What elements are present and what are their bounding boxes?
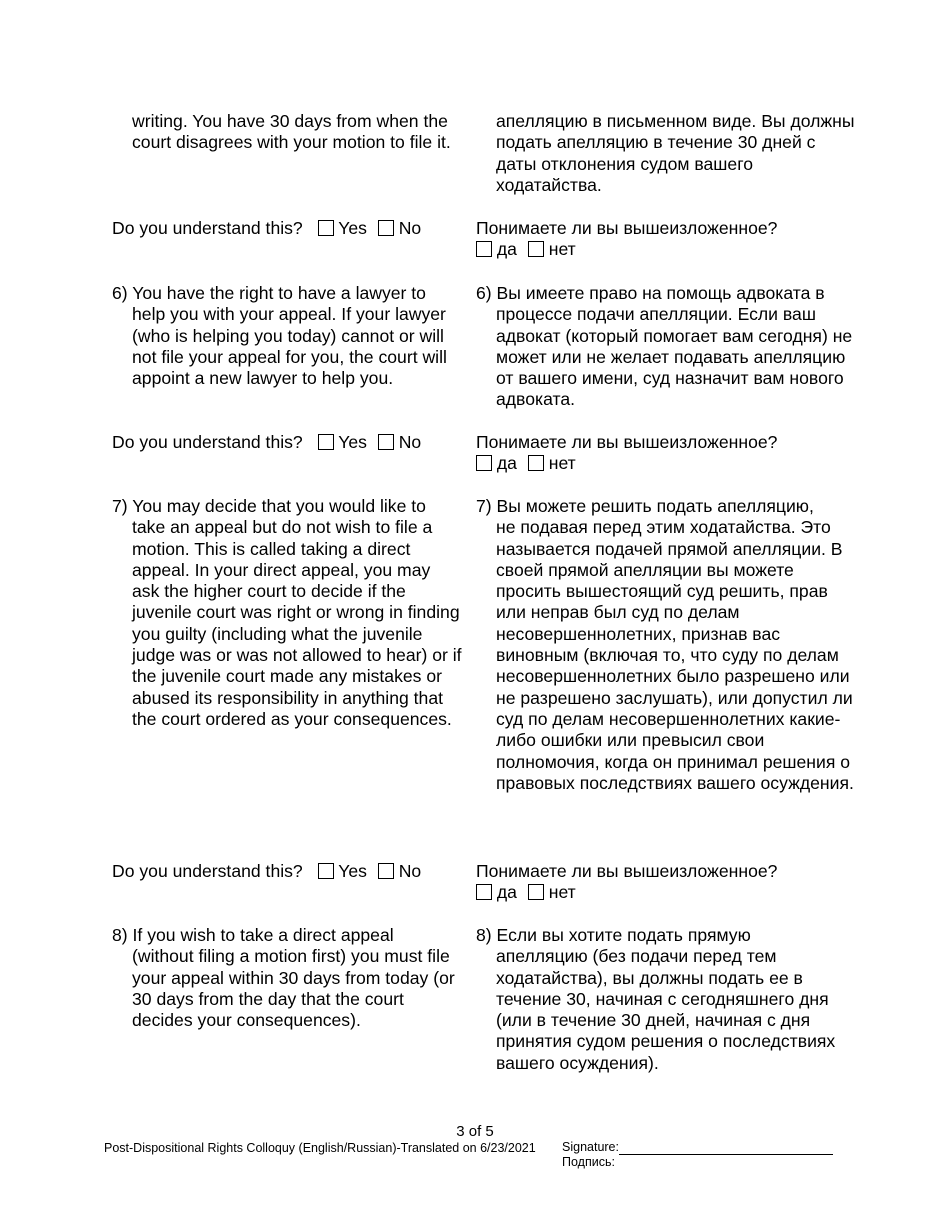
net-label: нет: [548, 453, 576, 474]
signature-label: Signature:: [562, 1140, 619, 1154]
net-label: нет: [548, 882, 576, 903]
right-p6-first: 6) Вы имеете право на помощь адвоката в: [476, 283, 825, 303]
no-label: No: [398, 218, 422, 238]
signature-label-ru: Подпись:: [562, 1154, 615, 1169]
yes-label: Yes: [338, 861, 367, 881]
right-p7-first: 7) Вы можете решить подать апелляцию,: [476, 496, 814, 516]
no-label: No: [398, 861, 422, 881]
left-p6: [112, 283, 464, 389]
left-p8-rest: (without filing a motion first) you must file your appeal within 30 days from today (or 30 days from the day that the court decides your consequences).: [132, 946, 455, 1031]
question-label: Do you understand this?: [112, 861, 303, 881]
no-checkbox[interactable]: [378, 434, 394, 450]
net-label: нет: [548, 239, 576, 260]
right-p7: [476, 496, 856, 794]
left-p7-first: 7) You may decide that you would like to: [112, 496, 426, 516]
question-label: Понимаете ли вы вышеизложенное?: [476, 218, 778, 238]
da-checkbox[interactable]: [476, 884, 492, 900]
right-p6: [476, 283, 856, 411]
yes-label: Yes: [338, 218, 367, 238]
page-number: 3 of 5: [456, 1123, 494, 1140]
da-checkbox[interactable]: [476, 241, 492, 257]
no-label: No: [398, 432, 422, 452]
yes-checkbox[interactable]: [318, 863, 334, 879]
left-question-6: [112, 432, 464, 453]
no-checkbox[interactable]: [378, 220, 394, 236]
yes-checkbox[interactable]: [318, 434, 334, 450]
left-p6-first: 6) You have the right to have a lawyer to: [112, 283, 426, 303]
left-p8-first: 8) If you wish to take a direct appeal: [112, 925, 394, 945]
question-label: Do you understand this?: [112, 218, 303, 238]
left-p8: [112, 925, 457, 1031]
question-label: Понимаете ли вы вышеизложенное?: [476, 861, 778, 881]
net-checkbox[interactable]: [528, 884, 544, 900]
left-p5-text: writing. You have 30 days from when the court disagrees with your motion to file it.: [132, 111, 451, 153]
right-p8-rest: апелляцию (без подачи перед тем ходатайства), вы должны подать ее в течение 30, начиная с сегодняшнего дня (или в течение 30 дней, начиная с дня принятия судом решения о последствиях вашего осуждения).: [496, 946, 836, 1073]
left-p7-rest: take an appeal but do not wish to file a motion. This is called taking a direct appeal. In your direct appeal, you may ask the higher court to decide if the juvenile court was right or wrong in finding you guilty (including what the juvenile judge was or was not allowed to hear) or if the juvenile court made any mistakes or abused its responsibility in anything that the court ordered as your consequences.: [132, 517, 462, 729]
right-p5-continuation: [476, 111, 856, 196]
question-label: Do you understand this?: [112, 432, 303, 452]
right-p8-first: 8) Если вы хотите подать прямую: [476, 925, 751, 945]
signature-field[interactable]: [619, 1142, 833, 1155]
no-checkbox[interactable]: [378, 863, 394, 879]
da-label: да: [496, 239, 517, 260]
right-p8: [476, 925, 836, 1074]
right-p7-rest: не подавая перед этим ходатайства. Это называется подачей прямой апелляции. В своей прямой апелляции вы можете просить вышестоящий суд решить, прав или неправ был суд по делам несовершеннолетних, признав вас виновным (включая то, что суду по делам несовершеннолетних было разрешено или не разрешено заслушать), или допустил ли суд по делам несовершеннолетних какие-либо ошибки или превысил свои полномочия, когда он принимал решения о правовых последствиях вашего осуждения.: [496, 517, 854, 793]
yes-label: Yes: [338, 432, 367, 452]
left-p5-continuation: [112, 111, 484, 154]
da-checkbox[interactable]: [476, 455, 492, 471]
signature-block: [562, 1140, 833, 1169]
left-question-5: [112, 218, 464, 239]
left-p7: [112, 496, 462, 730]
right-question-7: [476, 861, 856, 904]
right-question-6: [476, 432, 856, 475]
question-label: Понимаете ли вы вышеизложенное?: [476, 432, 778, 452]
right-question-5: [476, 218, 856, 261]
da-label: да: [496, 453, 517, 474]
left-p6-rest: help you with your appeal. If your lawyer (who is helping you today) cannot or will not file your appeal for you, the court will appoint a new lawyer to help you.: [132, 304, 447, 389]
yes-checkbox[interactable]: [318, 220, 334, 236]
right-p5-text: апелляцию в письменном виде. Вы должны подать апелляцию в течение 30 дней с даты отклонения судом вашего ходатайства.: [496, 111, 855, 195]
da-label: да: [496, 882, 517, 903]
right-p6-rest: процессе подачи апелляции. Если ваш адвокат (который помогает вам сегодня) не может или не желает подавать апелляцию от вашего имени, суд назначит вам нового адвоката.: [496, 304, 853, 410]
document-title: Post-Dispositional Rights Colloquy (English/Russian)-Translated on 6/23/2021: [104, 1141, 536, 1155]
net-checkbox[interactable]: [528, 241, 544, 257]
net-checkbox[interactable]: [528, 455, 544, 471]
left-question-7: [112, 861, 464, 882]
